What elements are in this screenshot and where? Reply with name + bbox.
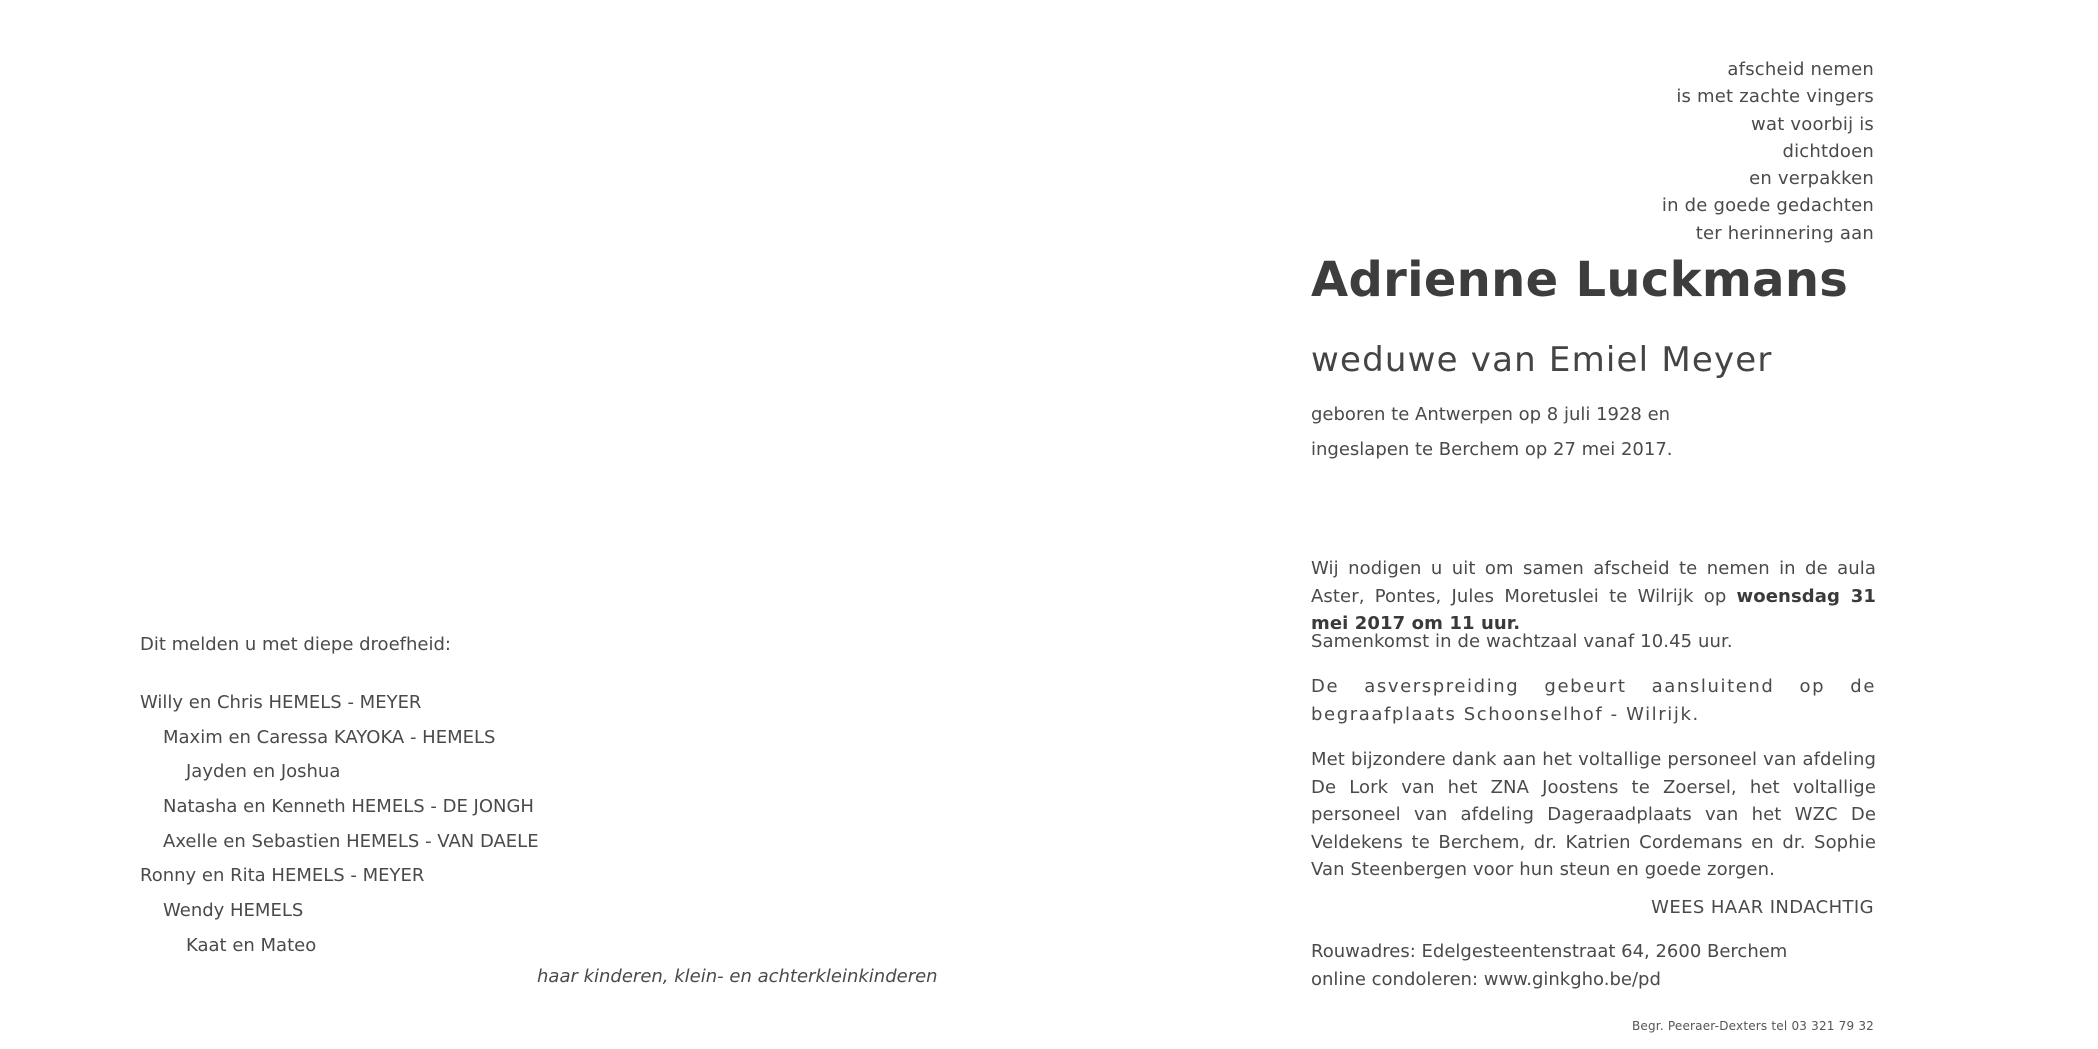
- poem-line: afscheid nemen: [1727, 59, 1874, 80]
- family-member: Wendy HEMELS: [163, 900, 304, 922]
- invitation-text: Wij nodigen u uit om samen afscheid te nemen in de aula Aster, Pontes, Jules Moretuslei te Wilrijk op: [1311, 558, 1876, 607]
- ceremony-invitation: [1311, 555, 1876, 638]
- thanks-paragraph: Met bijzondere dank aan het voltallige personeel van afdeling De Lork van het ZNA Joostens te Zoersel, het voltallige personeel van afdeling Dageraadplaats van het WZC De Veldekens te Berchem, dr. Katrien Cordemans en dr. Sophie Van Steenbergen voor hun steun en goede zorgen.: [1311, 749, 1876, 880]
- family-list: [140, 686, 539, 964]
- poem: [1662, 56, 1874, 247]
- online-condolences: online condoleren: www.ginkgho.be/pd: [1311, 968, 1661, 990]
- widow-of: weduwe van Emiel Meyer: [1311, 340, 1773, 380]
- birth-info: geboren te Antwerpen op 8 juli 1928 en: [1311, 404, 1671, 425]
- family-member: Willy en Chris HEMELS - MEYER: [140, 692, 422, 713]
- death-info: ingeslapen te Berchem op 27 mei 2017.: [1311, 439, 1673, 460]
- family-closing: haar kinderen, klein- en achterkleinkinderen: [537, 966, 938, 987]
- family-member: Ronny en Rita HEMELS - MEYER: [140, 865, 425, 887]
- family-announcement: Dit melden u met diepe droefheid:: [140, 634, 451, 655]
- undertaker-info: Begr. Peeraer-Dexters tel 03 321 79 32: [1631, 1019, 1874, 1033]
- ash-scattering-info: De asverspreiding gebeurt aansluitend op de begraafplaats Schoonselhof - Wilrijk.: [1311, 676, 1876, 725]
- poem-line: dichtdoen: [1782, 140, 1874, 162]
- family-member: Axelle en Sebastien HEMELS - VAN DAELE: [163, 830, 539, 852]
- remember-line: WEES HAAR INDACHTIG: [1651, 897, 1874, 918]
- gathering-info: Samenkomst in de wachtzaal vanaf 10.45 uur.: [1311, 631, 1733, 652]
- family-member: Natasha en Kenneth HEMELS - DE JONGH: [163, 796, 534, 818]
- ceremony-date: woensdag 31 mei 2017 om 11 uur.: [1311, 585, 1876, 634]
- contact-block: [1311, 938, 1787, 993]
- poem-line: ter herinnering aan: [1695, 222, 1874, 244]
- poem-line: wat voorbij is: [1751, 113, 1874, 135]
- family-member: Kaat en Mateo: [186, 934, 317, 956]
- poem-line: en verpakken: [1749, 168, 1874, 190]
- deceased-name: Adrienne Luckmans: [1311, 252, 1849, 308]
- poem-line: in de goede gedachten: [1661, 195, 1874, 217]
- family-member: Jayden en Joshua: [186, 761, 341, 783]
- mourning-address: Rouwadres: Edelgesteentenstraat 64, 2600 Berchem: [1311, 941, 1788, 962]
- poem-line: is met zachte vingers: [1676, 86, 1874, 108]
- family-member: Maxim en Caressa KAYOKA - HEMELS: [163, 726, 496, 748]
